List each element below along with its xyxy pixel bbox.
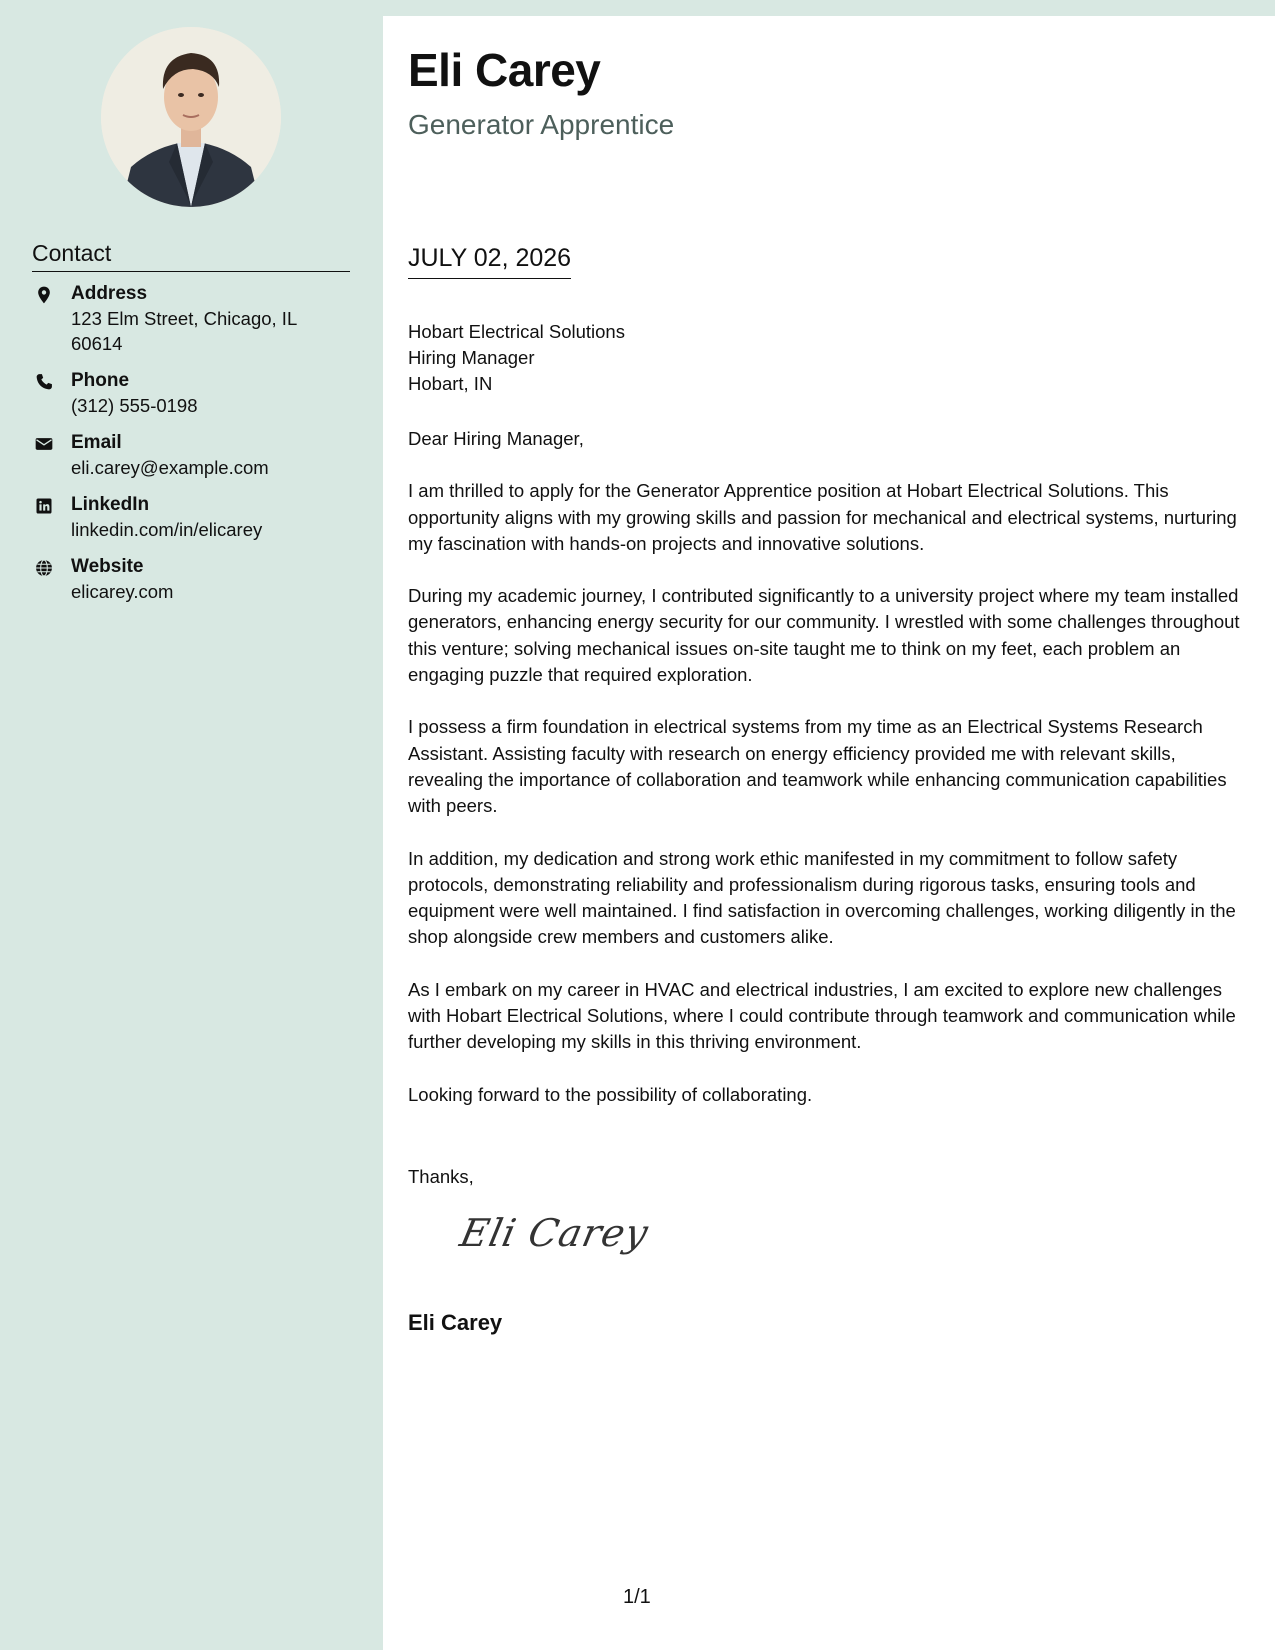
contact-item-website	[32, 555, 362, 604]
address-value: 123 Elm Street, Chicago, IL 60614	[71, 308, 297, 354]
paragraph: I am thrilled to apply for the Generator Apprentice position at Hobart Electrical Solutions. This opportunity aligns with my growing skills and passion for mechanical and electrical systems, nurturing my fascination with hands-on projects and innovative solutions.	[408, 480, 1237, 554]
map-pin-icon	[34, 285, 54, 305]
email-value: eli.carey@example.com	[71, 457, 269, 478]
profile-photo	[101, 27, 281, 207]
paragraph: In addition, my dedication and strong work ethic manifested in my commitment to follow safety protocols, demonstrating reliability and professionalism during rigorous tasks, ensuring tools and equipment were well maintained. I find satisfaction in overcoming challenges, working diligently in the shop alongside crew members and customers alike.	[408, 847, 1236, 948]
contact-heading: Contact	[32, 240, 350, 272]
sidebar	[0, 0, 383, 1650]
website-value: elicarey.com	[71, 581, 174, 602]
contact-list	[32, 282, 362, 617]
recipient-location: Hobart, IN	[408, 373, 493, 394]
signed-name: Eli Carey	[408, 1310, 503, 1335]
contact-label: Address	[71, 283, 148, 304]
contact-item-linkedin	[32, 493, 362, 542]
job-title: Generator Apprentice	[408, 109, 675, 140]
paragraph: As I embark on my career in HVAC and electrical industries, I am excited to explore new challenges with Hobart Electrical Solutions, where I could contribute through teamwork and communication while further developing my skills in this thriving environment.	[408, 978, 1236, 1053]
recipient-company: Hobart Electrical Solutions	[408, 321, 625, 342]
phone-icon	[34, 372, 54, 392]
avatar	[101, 27, 281, 207]
recipient-block	[408, 319, 625, 397]
signature: Eli Carey	[456, 1211, 653, 1255]
closing: Thanks,	[408, 1166, 474, 1187]
contact-item-phone	[32, 369, 362, 418]
contact-label: Email	[71, 432, 122, 453]
paragraph: Looking forward to the possibility of collaborating.	[408, 1083, 813, 1105]
linkedin-icon	[34, 496, 54, 516]
phone-value: (312) 555-0198	[71, 395, 198, 416]
paragraph: During my academic journey, I contributed significantly to a university project where my team installed generators, enhancing energy security for our community. I wrestled with some challenges throughout this venture; solving mechanical issues on-site taught me to think on my feet, each problem an engaging puzzle that required exploration.	[408, 585, 1240, 686]
linkedin-value: linkedin.com/in/elicarey	[71, 519, 263, 540]
paragraph: I possess a firm foundation in electrical systems from my time as an Electrical Systems Research Assistant. Assisting faculty with research on energy efficiency provided me with relevant skills, revealing the importance of collaboration and teamwork while enhancing communication capabilities with peers.	[408, 716, 1227, 817]
contact-item-email	[32, 431, 362, 480]
contact-label: Website	[71, 556, 144, 577]
letter-body	[383, 16, 1275, 1650]
letter-content	[408, 426, 1248, 1134]
letter-date: JULY 02, 2026	[408, 244, 571, 279]
applicant-name: Eli Carey	[408, 44, 601, 96]
globe-icon	[34, 558, 54, 578]
salutation: Dear Hiring Manager,	[408, 428, 584, 449]
contact-label: Phone	[71, 370, 130, 391]
recipient-contact: Hiring Manager	[408, 347, 535, 368]
envelope-icon	[34, 434, 54, 454]
contact-item-address	[32, 282, 362, 356]
contact-label: LinkedIn	[71, 494, 150, 515]
page-number: 1/1	[623, 1586, 651, 1608]
